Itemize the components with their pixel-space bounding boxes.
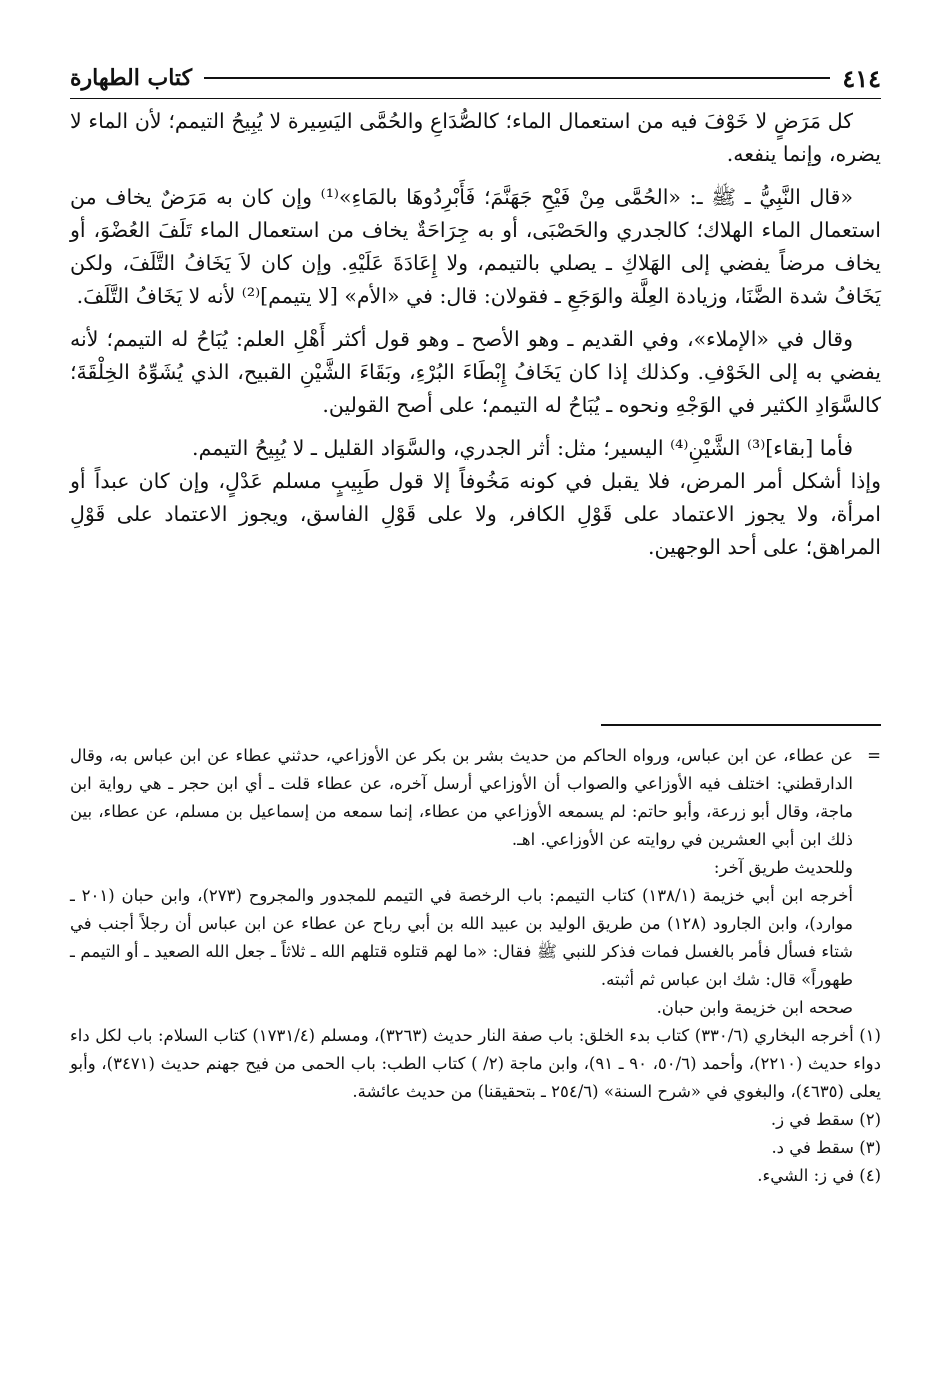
footnote-text: عن عطاء، عن ابن عباس، ورواه الحاكم من حديث بشر بن بكر عن الأوزاعي، حدثني عطاء عن ابن عباس به، وقال الدارقطني: اختلف فيه الأوزاعي والصواب أن الأوزاعي أرسل آخره، عن عطاء قلت ـ أي ابن حجر ـ هي رواية ابن ماجة، وقال أبو زرعة، وأبو حاتم: لم يسمعه الأوزاعي من عطاء، إنما سمعه من إسماعيل بن مسلم، عن عطاء، بين ذلك ابن أبي العشرين في روايته عن الأوزاعي. اهـ. — [70, 746, 853, 849]
running-header — [70, 58, 881, 98]
header-underline — [70, 98, 881, 99]
paragraph: فأما [بقاء]⁽³⁾ الشَّيْنِ⁽⁴⁾ اليسير؛ مثل: أثر الجدري، والسَّوَاد القليل ـ لا يُبِيحُ التيمم. — [192, 436, 853, 460]
continuation-marker: = — [867, 746, 881, 765]
footnote-continuation — [70, 742, 881, 1022]
header-rule — [204, 77, 830, 79]
footnote-text: وللحديث طريق آخر: — [713, 858, 853, 877]
chapter-title: كتاب الطهارة — [70, 65, 193, 91]
footnote-4: (٤) في ز: الشيء. — [757, 1166, 881, 1185]
paragraph: وقال في «الإملاء»، وفي القديم ـ وهو الأصح ـ وهو قول أكثر أَهْلِ العلم: يُبَاحُ له التيمم؛ لأنه يفضي به إلى الخَوْفِ. وكذلك إذا كان يَخَافُ إِبْطَاءَ البُرْءِ، وبَقَاءَ الشَّيْنِ القبيح، الذي يُشَوِّهُ الخِلْقَةَ؛ كالسَّوَادِ الكثير في الوَجْهِ ونحوه ـ يُبَاحُ له التيمم؛ على أصح القولين. — [70, 327, 881, 417]
footnote-text: صححه ابن خزيمة وابن حبان. — [656, 998, 853, 1017]
footnotes — [70, 742, 881, 1190]
footnote-1: (١) أخرجه البخاري (٣٣٠/٦) كتاب بدء الخلق: باب صفة النار حديث (٣٢٦٣)، ومسلم (١٧٣١/٤) كتاب السلام: باب لكل داء دواء حديث (٢٢١٠)، وأحمد (٥٠/٦، ٩٠ ـ ٩١)، وابن ماجة (٢/ ) كتاب الطب: باب الحمى من فيح جهنم حديث (٣٤٧١)، وأبو يعلى (٤٦٣٥)، والبغوي في «شرح السنة» (٢٥٤/٦ ـ بتحقيقنا) من حديث عائشة. — [70, 1026, 881, 1101]
paragraph: كل مَرَضٍ لا خَوْفَ فيه من استعمال الماء؛ كالصُّدَاعِ والحُمَّى اليَسِيرة لا يُبِيحُ التيمم؛ لأن الماء لا يضره، وإنما ينفعه. — [70, 109, 881, 166]
paragraph: «قال النَّبِيُّ ـ ﷺ ـ: «الحُمَّى مِنْ فَيْحِ جَهَنَّمَ؛ فَأَبْرِدُوهَا بالمَاءِ»⁽¹⁾ وإن كان به مَرَضٌ يخاف من استعمال الماء الهلاك؛ كالجدري والحَصْبَى، أو به جِرَاحَةٌ يخاف من استعمال الماء تَلَفَ العُضْوَ، أو يخاف مرضاً يفضي إلى الهَلاكِ ـ يصلي بالتيمم، ولا إِعَادَةَ عَلَيْهِ. وإن كان لاَ يَخَافُ التَّلَفَ، ولكن يَخَافُ شدة الضَّنَا، وزيادة العِلَّة والوَجَعِ ـ فقولان: قال: في «الأم» [لا يتيمم]⁽²⁾ لأنه لا يَخَافُ التَّلَفَ. — [70, 185, 881, 308]
footnote-text: أخرجه ابن أبي خزيمة (١٣٨/١) كتاب التيمم: باب الرخصة في التيمم للمجدور والمجروح (٢٧٣)، وابن حبان (٢٠١ ـ موارد)، وابن الجارود (١٢٨) من طريق الوليد بن عبيد الله بن أبي رباح عن عطاء عن ابن عباس أن رجلاً أجنب في شتاء فسأل فأمر بالغسل فمات فذكر للنبي ﷺ فقال: «ما لهم قتلوه قتلهم الله ـ ثلاثاً ـ جعل الله الصعيد ـ أو التيمم ـ طهوراً» قال: شك ابن عباس ثم أثبته. — [70, 886, 853, 989]
page-number: ٤١٤ — [842, 63, 881, 93]
footnote-separator — [601, 724, 881, 726]
footnote-3: (٣) سقط في د. — [771, 1138, 881, 1157]
footnote-2: (٢) سقط في ز. — [770, 1110, 881, 1129]
paragraph: وإذا أشكل أمر المرض، فلا يقبل في كونه مَخُوفاً إلا قول طَبِيبٍ مسلم عَدْلٍ، وإن كان عبداً أو امرأة، ولا يجوز الاعتماد على قَوْلِ الكافر، ولا على قَوْلِ الفاسق، ويجوز الاعتماد على قَوْلِ المراهق؛ على أحد الوجهين. — [70, 469, 881, 559]
main-text — [70, 105, 881, 574]
